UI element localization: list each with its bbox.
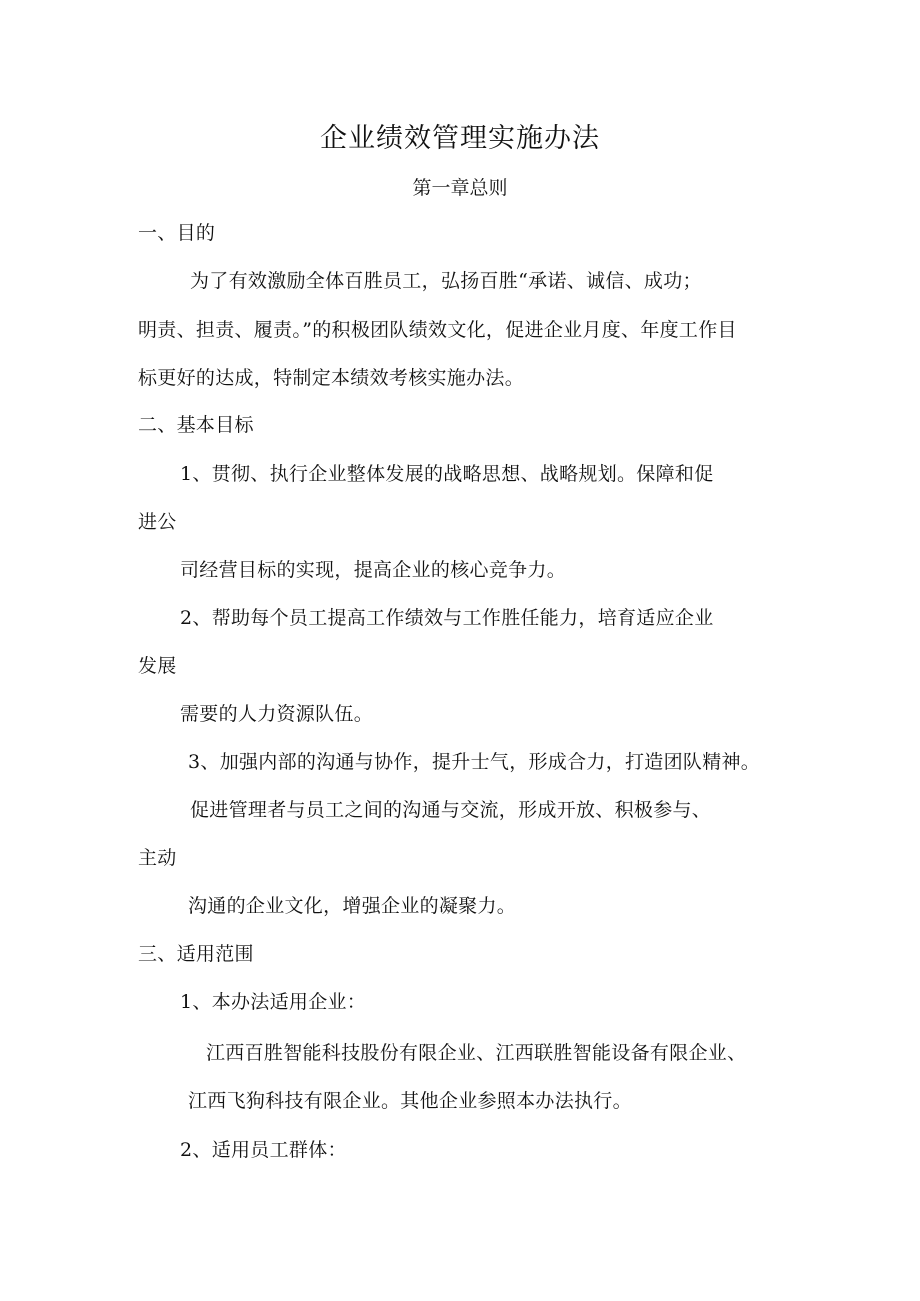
paragraph-line: 司经营目标的实现，提高企业的核心竞争力。 — [180, 559, 567, 581]
paragraph-line: 发展 — [138, 655, 177, 677]
paragraph-line: 江西飞狗科技有限企业。其他企业参照本办法执行。 — [188, 1090, 632, 1112]
paragraph-line: 主动 — [138, 847, 177, 869]
paragraph-line: 江西百胜智能科技股份有限企业、江西联胜智能设备有限企业、 — [206, 1042, 747, 1064]
paragraph-line: 1、贯彻、执行企业整体发展的战略思想、战略规划。保障和促 — [180, 463, 714, 485]
section-heading-purpose: 一、目的 — [138, 222, 216, 244]
paragraph-line: 需要的人力资源队伍。 — [180, 703, 374, 725]
paragraph-line: 明责、担责、履责。”的积极团队绩效文化，促进企业月度、年度工作目 — [138, 319, 737, 341]
paragraph-line: 标更好的达成，特制定本绩效考核实施办法。 — [138, 367, 525, 389]
section-heading-scope: 三、适用范围 — [138, 943, 254, 965]
paragraph-line: 沟通的企业文化，增强企业的凝聚力。 — [188, 895, 517, 917]
paragraph-line: 2、帮助每个员工提高工作绩效与工作胜任能力，培育适应企业 — [180, 607, 714, 629]
paragraph-line: 1、本办法适用企业： — [180, 991, 367, 1013]
document-title: 企业绩效管理实施办法 — [320, 123, 600, 154]
paragraph-line: 2、适用员工群体： — [180, 1139, 347, 1161]
paragraph-line: 进公 — [138, 511, 177, 533]
chapter-heading: 第一章总则 — [412, 177, 508, 199]
section-heading-goals: 二、基本目标 — [138, 414, 254, 436]
paragraph-line: 3、加强内部的沟通与协作，提升士气，形成合力，打造团队精神。 — [188, 751, 761, 773]
paragraph-line: 促进管理者与员工之间的沟通与交流，形成开放、积极参与、 — [190, 799, 712, 821]
paragraph-line: 为了有效激励全体百胜员工，弘扬百胜“承诺、诚信、成功； — [190, 270, 702, 292]
